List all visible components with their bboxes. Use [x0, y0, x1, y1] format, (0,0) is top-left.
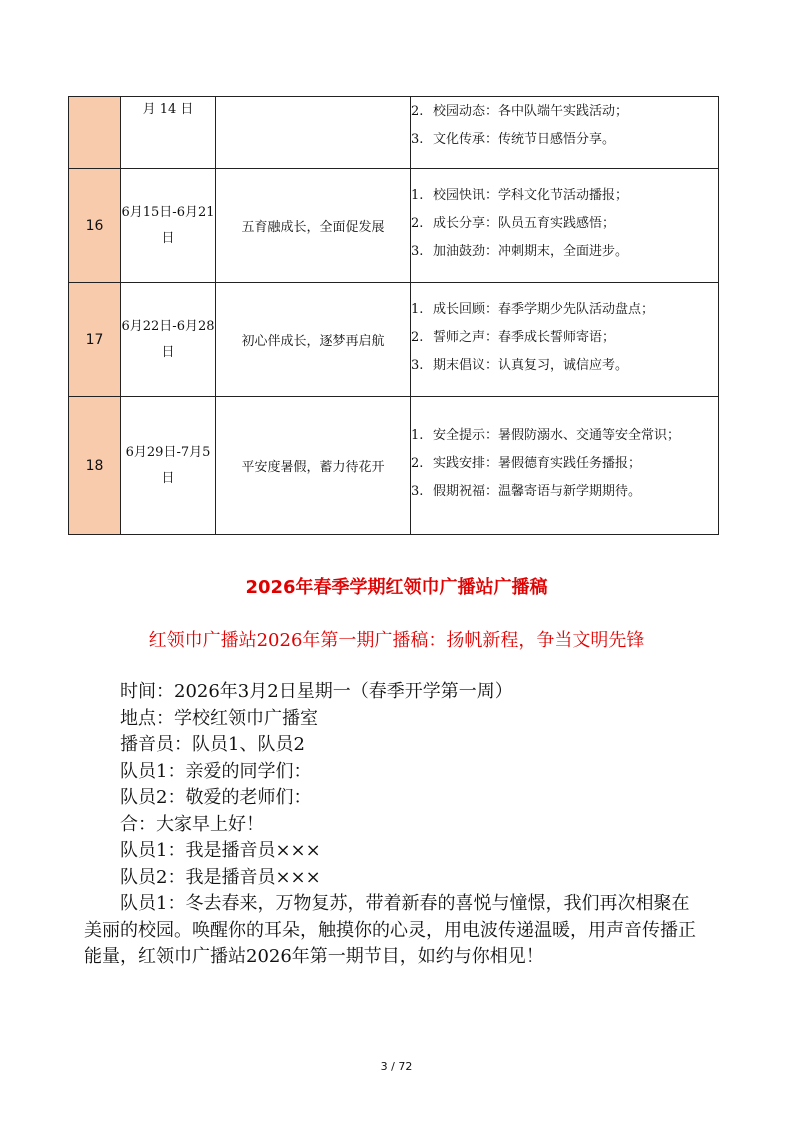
week-cell: 18 [69, 397, 121, 535]
section-title: 2026年春季学期红领巾广播站广播稿 [245, 577, 548, 598]
table-row [69, 169, 719, 283]
list-item: 1. 成长回顾：春季学期少先队活动盘点； [411, 302, 655, 317]
list-item: 1. 校园快讯：学科文化节活动播报； [411, 188, 629, 203]
list-item: 3. 加油鼓劲：冲刺期末，全面进步。 [411, 244, 629, 259]
page-number: 3 / 72 [380, 1060, 413, 1073]
script-line: 合：大家早上好！ [120, 813, 264, 835]
table-row [69, 97, 719, 169]
content-cell [411, 97, 719, 169]
list-item: 3. 期末倡议：认真复习，诚信应考。 [411, 358, 629, 373]
broadcast-script [84, 679, 696, 971]
script-line: 队员2：我是播音员××× [120, 866, 321, 888]
week-cell: 16 [69, 169, 121, 283]
list-item: 1. 安全提示：暑假防溺水、交通等安全常识； [411, 428, 681, 443]
script-line: 播音员：队员1、队员2 [120, 734, 305, 755]
date-cell: 6月22日-6月28日 [121, 283, 216, 397]
date-cell: 月 14 日 [121, 97, 216, 169]
theme-cell: 五育融成长，全面促发展 [216, 169, 411, 283]
script-line: 时间：2026年3月2日星期一（春季开学第一周） [120, 681, 513, 702]
script-line: 队员1：亲爱的同学们： [120, 760, 312, 782]
date-cell: 6月29日-7月5日 [121, 397, 216, 535]
week-cell: 17 [69, 283, 121, 397]
list-item: 3. 文化传承：传统节日感悟分享。 [411, 132, 616, 147]
date-cell: 6月15日-6月21日 [121, 169, 216, 283]
list-item: 2. 誓师之声：春季成长誓师寄语； [411, 330, 616, 345]
table-row [69, 397, 719, 535]
content-cell [411, 397, 719, 535]
script-line: 队员1：我是播音员××× [120, 840, 321, 861]
week-cell [69, 97, 121, 169]
script-paragraph: 队员1：冬去春来，万物复苏，带着新春的喜悦与憧憬，我们再次相聚在美丽的校园。唤醒你的耳朵，触摸你的心灵，用电波传递温暖，用声音传播正能量，红领巾广播站2026年第一期节目，如约与你相见！ [84, 893, 696, 967]
content-cell [411, 169, 719, 283]
list-item: 3. 假期祝福：温馨寄语与新学期期待。 [411, 484, 642, 499]
script-line: 队员2：敬爱的老师们： [120, 787, 312, 808]
schedule-table [68, 96, 719, 535]
theme-cell: 平安度暑假，蓄力待花开 [216, 397, 411, 535]
list-item: 2. 成长分享：队员五育实践感悟； [411, 216, 616, 231]
list-item: 2. 校园动态：各中队端午实践活动； [411, 104, 629, 119]
theme-cell: 初心伴成长，逐梦再启航 [216, 283, 411, 397]
content-cell [411, 283, 719, 397]
table-row [69, 283, 719, 397]
theme-cell [216, 97, 411, 169]
list-item: 2. 实践安排：暑假德育实践任务播报； [411, 456, 642, 471]
script-line: 地点：学校红领巾广播室 [120, 707, 318, 729]
broadcast-subtitle: 红领巾广播站2026年第一期广播稿：扬帆新程，争当文明先锋 [148, 630, 645, 651]
